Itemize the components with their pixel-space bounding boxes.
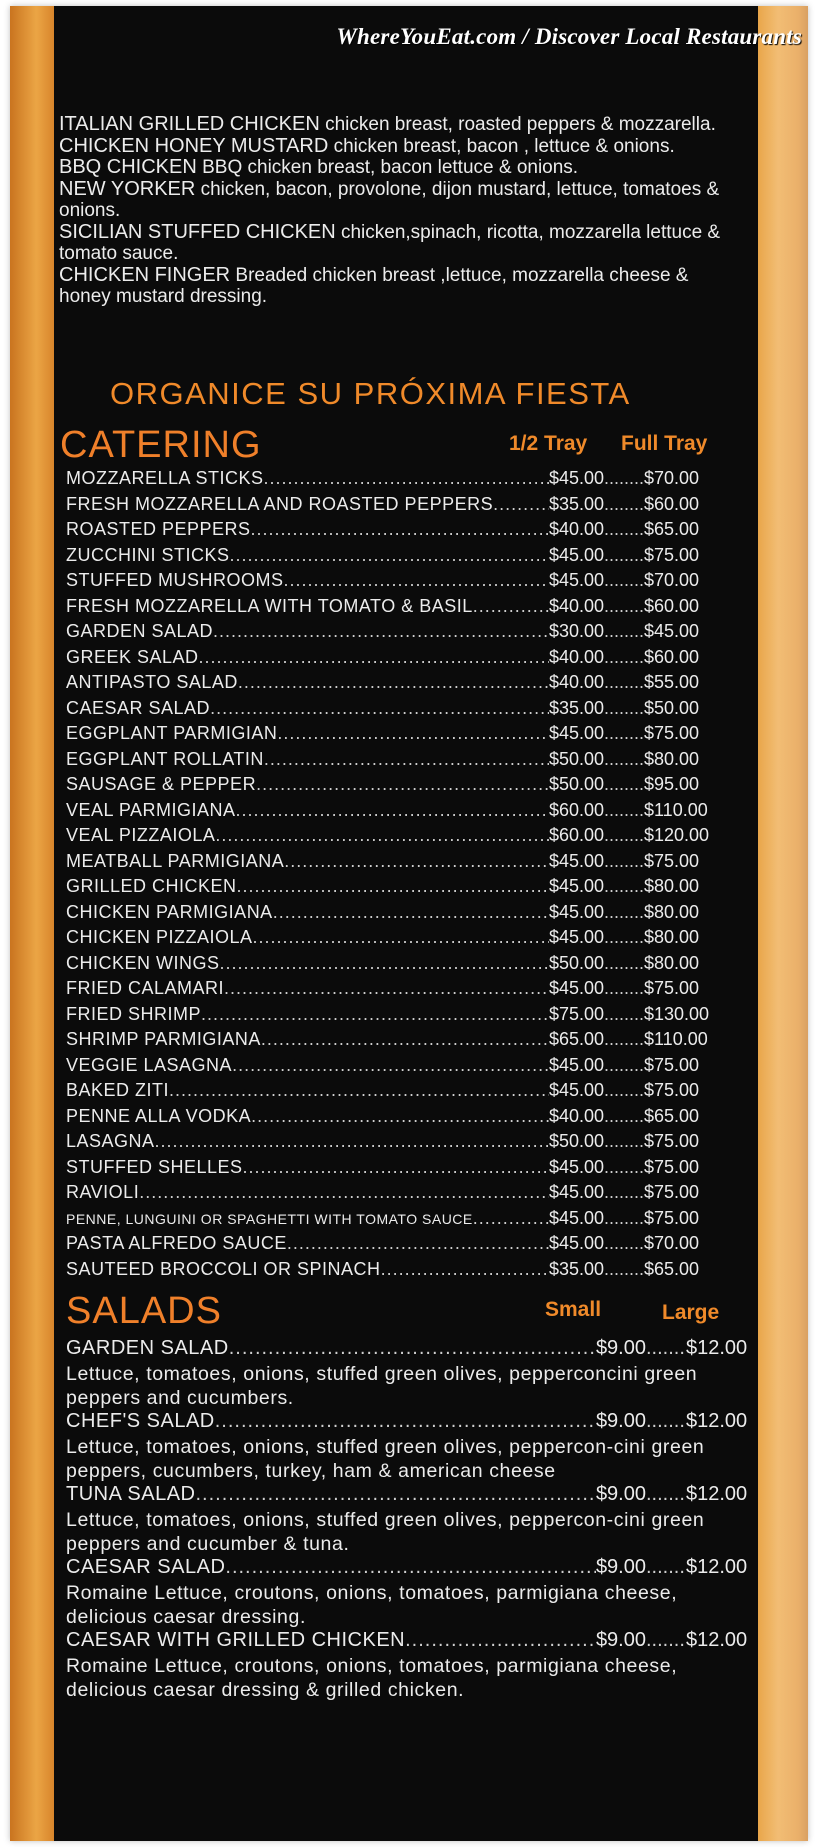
salad-desc: Lettuce, tomatoes, onions, stuffed green olives, peppercon-cini green peppers and cucumber & tuna. <box>66 1509 705 1555</box>
leader-dots <box>264 749 549 770</box>
sandwich-name: NEW YORKER <box>59 177 196 200</box>
salads-col-small: Small <box>545 1298 602 1321</box>
catering-item-name: FRESH MOZZARELLA WITH TOMATO & BASIL <box>66 595 473 616</box>
catering-row <box>66 1259 716 1285</box>
salad-large-price: $12.00 <box>686 1483 748 1505</box>
catering-list <box>66 468 716 1284</box>
catering-row <box>66 647 716 673</box>
catering-half-price: $50.00 <box>548 1131 604 1151</box>
salads-col-large: Large <box>662 1301 720 1324</box>
catering-half-price: $60.00 <box>548 799 604 820</box>
salads-title: SALADS <box>66 1290 222 1332</box>
catering-item-name: EGGPLANT ROLLATIN <box>66 748 264 769</box>
catering-full-price: $95.00 <box>644 774 700 794</box>
catering-full-price: $80.00 <box>644 952 700 973</box>
catering-full-price: $65.00 <box>644 519 700 539</box>
catering-row <box>66 825 716 851</box>
catering-half-price: $45.00 <box>548 876 604 896</box>
catering-full-price: $50.00 <box>644 697 700 718</box>
catering-full-price: $75.00 <box>644 1080 700 1100</box>
leader-dots <box>604 672 644 693</box>
catering-full-price: $65.00 <box>644 1258 700 1279</box>
catering-row <box>66 876 716 902</box>
catering-row <box>66 596 716 622</box>
catering-half-price: $40.00 <box>548 1105 604 1126</box>
catering-half-price: $50.00 <box>548 748 604 769</box>
salad-item <box>66 1337 756 1410</box>
leader-dots <box>604 596 644 617</box>
catering-row <box>66 749 716 775</box>
leader-dots <box>604 570 644 591</box>
salad-row <box>66 1556 756 1581</box>
salad-large-price: $12.00 <box>686 1556 748 1578</box>
salad-item <box>66 1556 756 1629</box>
salad-large-price: $12.00 <box>686 1629 748 1651</box>
page-right-edge <box>758 6 808 1841</box>
leader-dots <box>139 1182 549 1203</box>
catering-row <box>66 902 716 928</box>
catering-half-price: $45.00 <box>548 927 604 947</box>
sandwich-desc: chicken breast, bacon , lettuce & onions. <box>333 135 675 157</box>
catering-full-price: $75.00 <box>644 850 700 871</box>
leader-dots <box>604 927 644 948</box>
catering-full-price: $75.00 <box>644 1207 700 1228</box>
catering-full-price: $110.00 <box>644 799 708 820</box>
catering-item-name: RAVIOLI <box>66 1182 140 1202</box>
catering-item-name: MOZZARELLA STICKS <box>66 468 264 488</box>
catering-row <box>66 953 716 979</box>
sandwich-item <box>59 179 739 222</box>
leader-dots <box>215 825 549 846</box>
catering-half-price: $35.00 <box>548 1258 604 1279</box>
catering-full-price: $75.00 <box>644 1054 700 1075</box>
site-banner[interactable]: WhereYouEat.com / Discover Local Restaurants <box>336 24 802 49</box>
catering-half-price: $45.00 <box>548 901 604 922</box>
catering-full-price: $60.00 <box>644 595 700 616</box>
leader-dots <box>604 800 644 821</box>
leader-dots <box>604 545 644 566</box>
catering-row <box>66 851 716 877</box>
catering-half-price: $45.00 <box>548 1156 604 1177</box>
catering-item-name: EGGPLANT PARMIGIAN <box>66 723 278 743</box>
leader-dots <box>287 1233 549 1254</box>
catering-half-price: $45.00 <box>548 1182 604 1202</box>
catering-title: CATERING <box>60 424 262 466</box>
leader-dots <box>238 672 549 693</box>
salads-list <box>66 1337 756 1702</box>
catering-row <box>66 570 716 596</box>
sandwich-desc: BBQ chicken breast, bacon lettuce & onions. <box>202 157 579 178</box>
catering-row <box>66 672 716 698</box>
catering-full-price: $55.00 <box>644 672 700 692</box>
leader-dots <box>224 978 549 999</box>
catering-row <box>66 1131 716 1157</box>
catering-row <box>66 774 716 800</box>
catering-item-name: ZUCCHINI STICKS <box>66 544 230 565</box>
leader-dots <box>225 1556 596 1579</box>
catering-half-price: $35.00 <box>548 493 604 514</box>
salad-small-price: $9.00 <box>595 1483 646 1505</box>
catering-half-price: $75.00 <box>548 1003 604 1024</box>
leader-dots <box>220 953 549 974</box>
leader-dots <box>604 1080 644 1101</box>
leader-dots <box>604 978 644 999</box>
catering-half-price: $45.00 <box>548 1233 604 1253</box>
sandwich-name: CHICKEN FINGER <box>59 263 231 286</box>
leader-dots <box>604 1029 644 1050</box>
catering-item-name: CHICKEN PIZZAIOLA <box>66 927 253 947</box>
leader-dots <box>604 468 644 489</box>
catering-half-price: $45.00 <box>548 850 604 871</box>
leader-dots <box>604 876 644 897</box>
leader-dots <box>261 1029 549 1050</box>
leader-dots <box>604 749 644 770</box>
leader-dots <box>493 494 549 515</box>
leader-dots <box>251 519 549 540</box>
catering-row <box>66 1055 716 1081</box>
catering-full-price: $70.00 <box>644 1233 700 1253</box>
salad-item <box>66 1410 756 1483</box>
salad-desc: Lettuce, tomatoes, onions, stuffed green olives, pepperconcini green peppers and cucumbers. <box>66 1363 698 1409</box>
catering-half-price: $40.00 <box>548 672 604 692</box>
page-left-edge <box>10 6 54 1841</box>
catering-full-price: $120.00 <box>644 825 710 845</box>
catering-full-price: $80.00 <box>644 876 700 896</box>
leader-dots <box>604 774 644 795</box>
leader-dots <box>604 494 644 515</box>
sandwich-item <box>59 114 739 136</box>
leader-dots <box>604 1157 644 1178</box>
sandwich-item <box>59 222 739 265</box>
catering-item-name: STUFFED MUSHROOMS <box>66 570 284 590</box>
leader-dots <box>277 723 549 744</box>
leader-dots <box>381 1259 549 1280</box>
leader-dots <box>284 851 549 872</box>
catering-full-price: $45.00 <box>644 621 700 641</box>
catering-half-price: $45.00 <box>548 544 604 565</box>
salad-name: CAESAR SALAD <box>66 1556 226 1578</box>
leader-dots <box>243 1157 549 1178</box>
catering-row <box>66 800 716 826</box>
salad-item <box>66 1629 756 1702</box>
catering-full-price: $75.00 <box>644 1156 700 1177</box>
sandwich-list <box>59 114 739 308</box>
leader-dots <box>253 927 549 948</box>
catering-col-half: 1/2 Tray <box>509 432 588 455</box>
catering-item-name: BAKED ZITI <box>66 1080 170 1100</box>
leader-dots <box>199 647 549 668</box>
sandwich-desc: chicken, bacon, provolone, dijon mustard, lettuce, tomatoes & onions. <box>59 178 720 221</box>
catering-half-price: $50.00 <box>548 774 604 794</box>
catering-item-name: GRILLED CHICKEN <box>66 876 237 896</box>
leader-dots <box>604 953 644 974</box>
leader-dots <box>604 902 644 923</box>
salad-desc: Romaine Lettuce, croutons, onions, tomatoes, parmigiana cheese, delicious caesar dressing & grilled chicken. <box>66 1655 678 1701</box>
leader-dots <box>604 1233 644 1254</box>
catering-full-price: $70.00 <box>644 570 700 590</box>
leader-dots <box>232 1055 549 1076</box>
catering-row <box>66 927 716 953</box>
salad-row <box>66 1337 756 1362</box>
catering-half-price: $45.00 <box>548 468 604 488</box>
leader-dots <box>169 1080 549 1101</box>
sandwich-name: SICILIAN STUFFED CHICKEN <box>59 220 336 243</box>
catering-item-name: PENNE, LUNGUINI OR SPAGHETTI WITH TOMATO SAUCE <box>66 1210 473 1227</box>
catering-item-name: SHRIMP PARMIGIANA <box>66 1029 261 1049</box>
salad-item <box>66 1483 756 1556</box>
leader-dots <box>405 1629 596 1652</box>
catering-row <box>66 698 716 724</box>
catering-row <box>66 1233 716 1259</box>
leader-dots <box>256 774 549 795</box>
catering-row <box>66 1004 716 1030</box>
salad-small-price: $9.00 <box>595 1410 646 1432</box>
salad-small-price: $9.00 <box>595 1337 646 1359</box>
leader-dots <box>604 698 644 719</box>
leader-dots <box>646 1629 686 1652</box>
leader-dots <box>604 851 644 872</box>
catering-half-price: $45.00 <box>548 1080 604 1100</box>
catering-half-price: $65.00 <box>548 1029 604 1049</box>
catering-row <box>66 978 716 1004</box>
catering-item-name: VEAL PARMIGIANA <box>66 799 236 820</box>
catering-full-price: $80.00 <box>644 901 700 922</box>
catering-full-price: $60.00 <box>644 493 700 514</box>
salad-large-price: $12.00 <box>686 1337 748 1359</box>
leader-dots <box>201 1004 549 1025</box>
salad-large-price: $12.00 <box>686 1410 748 1432</box>
catering-item-name: PASTA ALFREDO SAUCE <box>66 1233 287 1253</box>
catering-item-name: SAUTEED BROCCOLI OR SPINACH <box>66 1258 381 1279</box>
salad-desc: Lettuce, tomatoes, onions, stuffed green olives, peppercon-cini green peppers, cucumbers, turkey, ham & american cheese <box>66 1436 705 1482</box>
catering-full-price: $130.00 <box>644 1003 710 1024</box>
catering-half-price: $40.00 <box>548 646 604 667</box>
leader-dots <box>604 621 644 642</box>
catering-half-price: $45.00 <box>548 723 604 743</box>
leader-dots <box>230 545 549 566</box>
catering-half-price: $40.00 <box>548 519 604 539</box>
leader-dots <box>604 825 644 846</box>
catering-full-price: $80.00 <box>644 927 700 947</box>
leader-dots <box>473 596 549 617</box>
sandwich-desc: Breaded chicken breast ,lettuce, mozzarella cheese & honey mustard dressing. <box>59 264 689 307</box>
leader-dots <box>273 902 549 923</box>
catering-row <box>66 545 716 571</box>
leader-dots <box>604 1055 644 1076</box>
catering-row <box>66 1080 716 1106</box>
leader-dots <box>473 1208 549 1229</box>
catering-item-name: CHICKEN WINGS <box>66 952 220 973</box>
leader-dots <box>237 876 549 897</box>
catering-full-price: $75.00 <box>644 544 700 565</box>
sandwich-name: ITALIAN GRILLED CHICKEN <box>59 113 320 135</box>
salad-name: GARDEN SALAD <box>66 1337 229 1359</box>
catering-row <box>66 1029 716 1055</box>
catering-row <box>66 621 716 647</box>
leader-dots <box>604 1131 644 1152</box>
catering-item-name: GARDEN SALAD <box>66 621 214 641</box>
catering-half-price: $40.00 <box>548 595 604 616</box>
salad-row <box>66 1629 756 1654</box>
catering-item-name: PENNE ALLA VODKA <box>66 1105 252 1126</box>
salad-name: CHEF'S SALAD <box>66 1410 215 1432</box>
leader-dots <box>604 1004 644 1025</box>
catering-full-price: $80.00 <box>644 748 700 769</box>
catering-item-name: ROASTED PEPPERS <box>66 519 251 539</box>
leader-dots <box>213 621 549 642</box>
catering-item-name: GREEK SALAD <box>66 646 199 667</box>
catering-half-price: $35.00 <box>548 697 604 718</box>
catering-row <box>66 1157 716 1183</box>
catering-full-price: $65.00 <box>644 1105 700 1126</box>
leader-dots <box>646 1556 686 1579</box>
catering-row <box>66 723 716 749</box>
catering-col-full: Full Tray <box>621 432 708 455</box>
catering-item-name: MEATBALL PARMIGIANA <box>66 850 285 871</box>
leader-dots <box>604 647 644 668</box>
catering-half-price: $30.00 <box>548 621 604 641</box>
salad-row <box>66 1483 756 1508</box>
leader-dots <box>604 519 644 540</box>
catering-item-name: LASAGNA <box>66 1131 155 1151</box>
leader-dots <box>215 1410 596 1433</box>
salad-name: TUNA SALAD <box>66 1483 196 1505</box>
catering-full-price: $75.00 <box>644 978 700 998</box>
salad-small-price: $9.00 <box>595 1629 646 1651</box>
catering-full-price: $75.00 <box>644 1182 700 1202</box>
leader-dots <box>195 1483 595 1506</box>
catering-half-price: $45.00 <box>548 978 604 998</box>
catering-half-price: $45.00 <box>548 570 604 590</box>
catering-item-name: STUFFED SHELLES <box>66 1156 243 1177</box>
catering-item-name: FRESH MOZZARELLA AND ROASTED PEPPERS <box>66 493 494 514</box>
salad-name: CAESAR WITH GRILLED CHICKEN <box>66 1629 406 1651</box>
catering-full-price: $70.00 <box>644 468 700 488</box>
catering-half-price: $60.00 <box>548 825 604 845</box>
leader-dots <box>604 723 644 744</box>
sandwich-item <box>59 265 739 308</box>
catering-row <box>66 1106 716 1132</box>
sandwich-desc: chicken breast, roasted peppers & mozzarella. <box>325 114 716 135</box>
catering-item-name: FRIED CALAMARI <box>66 978 225 998</box>
sandwich-name: CHICKEN HONEY MUSTARD <box>59 134 329 157</box>
leader-dots <box>646 1337 686 1360</box>
catering-half-price: $45.00 <box>548 1054 604 1075</box>
salad-small-price: $9.00 <box>595 1556 646 1578</box>
catering-item-name: SAUSAGE & PEPPER <box>66 774 257 794</box>
leader-dots <box>236 800 549 821</box>
catering-row <box>66 1208 716 1234</box>
sandwich-desc: chicken,spinach, ricotta, mozzarella lettuce & tomato sauce. <box>59 221 721 264</box>
sandwich-name: BBQ CHICKEN <box>59 156 197 178</box>
catering-row <box>66 519 716 545</box>
promo-heading: ORGANICE SU PRÓXIMA FIESTA <box>110 376 631 411</box>
leader-dots <box>604 1182 644 1203</box>
leader-dots <box>604 1208 644 1229</box>
catering-row <box>66 468 716 494</box>
catering-row <box>66 1182 716 1208</box>
salad-desc: Romaine Lettuce, croutons, onions, tomatoes, parmigiana cheese, delicious caesar dressing. <box>66 1582 678 1628</box>
catering-item-name: VEAL PIZZAIOLA <box>66 825 216 845</box>
catering-row <box>66 494 716 520</box>
leader-dots <box>229 1337 596 1360</box>
salad-row <box>66 1410 756 1435</box>
catering-full-price: $60.00 <box>644 646 700 667</box>
catering-item-name: FRIED SHRIMP <box>66 1003 202 1024</box>
leader-dots <box>264 468 549 489</box>
sandwich-item <box>59 136 739 158</box>
catering-full-price: $75.00 <box>644 723 700 743</box>
leader-dots <box>284 570 549 591</box>
catering-full-price: $110.00 <box>644 1029 708 1049</box>
catering-full-price: $75.00 <box>644 1131 700 1151</box>
leader-dots <box>155 1131 549 1152</box>
catering-item-name: VEGGIE LASAGNA <box>66 1054 233 1075</box>
catering-item-name: CAESAR SALAD <box>66 697 211 718</box>
leader-dots <box>604 1106 644 1127</box>
leader-dots <box>646 1483 686 1506</box>
leader-dots <box>210 698 549 719</box>
leader-dots <box>251 1106 549 1127</box>
catering-item-name: CHICKEN PARMIGIANA <box>66 901 273 922</box>
catering-item-name: ANTIPASTO SALAD <box>66 672 238 692</box>
leader-dots <box>646 1410 686 1433</box>
catering-half-price: $50.00 <box>548 952 604 973</box>
catering-half-price: $45.00 <box>548 1207 604 1228</box>
leader-dots <box>604 1259 644 1280</box>
sandwich-item <box>59 157 739 179</box>
